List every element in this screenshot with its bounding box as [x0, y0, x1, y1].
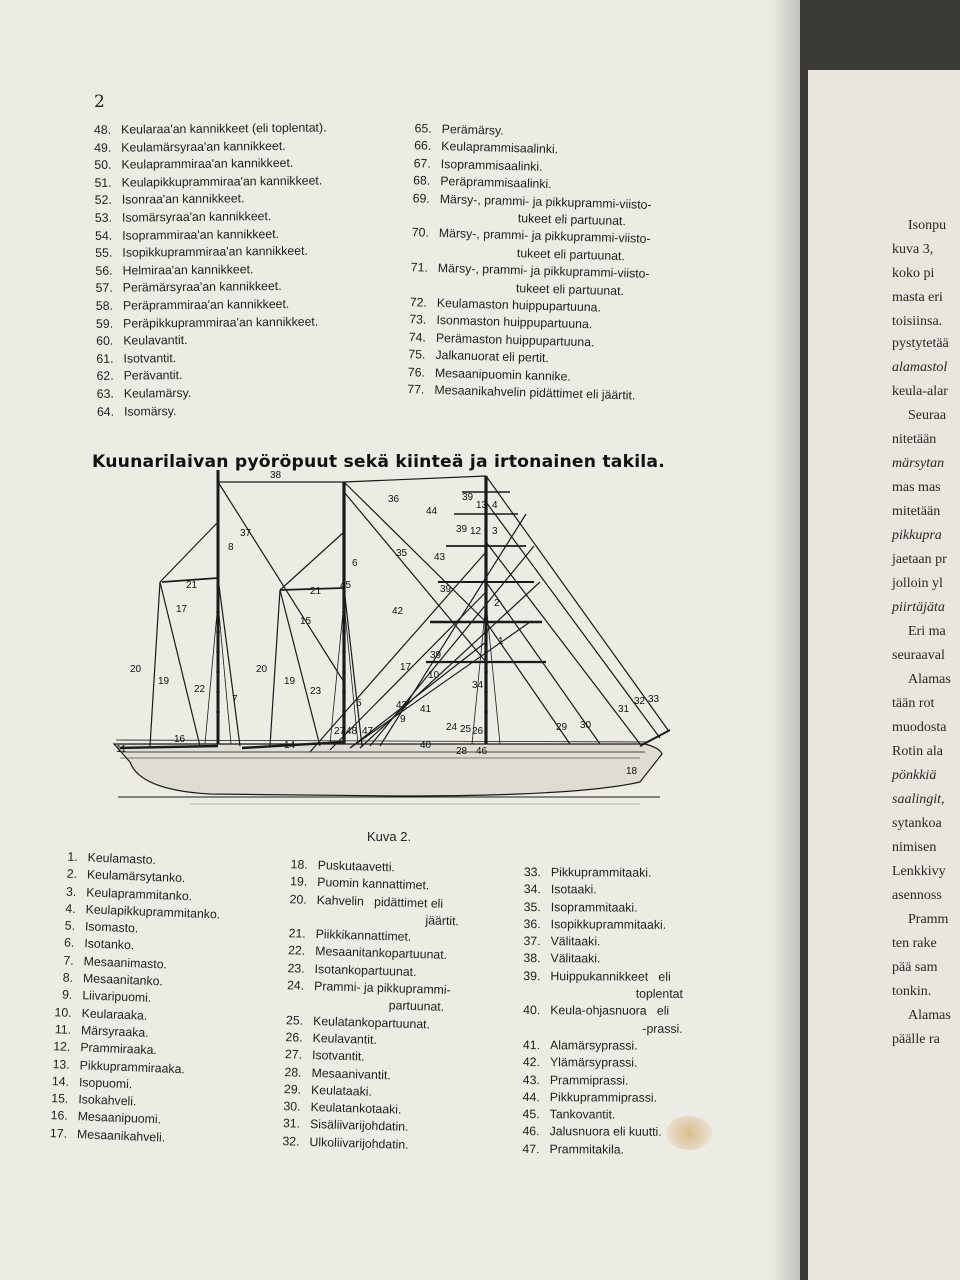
legend-item-number: 76. [407, 364, 426, 380]
legend-item-text: Keulamaston huippupartuuna. [436, 295, 602, 315]
legend-item [514, 1106, 683, 1124]
legend-item-text: Puskutaavetti. [317, 858, 396, 875]
diagram-label: 36 [388, 494, 400, 505]
legend-item-number [401, 277, 427, 295]
diagram-label: 29 [556, 722, 568, 733]
legend-item-text: tukeet eli partuunat. [439, 209, 627, 229]
legend-item [515, 933, 684, 951]
legend-item-text: Helmiraa'an kannikkeet. [122, 261, 254, 278]
legend-item [88, 401, 330, 421]
diagram-label: 19 [158, 676, 170, 687]
diagram-label: 3 [492, 526, 498, 537]
right-page-line: pönkkiä [892, 768, 937, 783]
legend-item [514, 968, 683, 986]
legend-item-number: 39. [523, 968, 541, 983]
legend-item-text: Mesaanimasto. [83, 954, 168, 972]
right-page-line: nimisen [892, 840, 937, 855]
right-page-line: Alamas [908, 672, 951, 687]
legend-item-number: 10. [54, 1004, 72, 1020]
legend-item-number: 34. [523, 882, 541, 897]
right-page-line: Rotin ala [892, 744, 943, 759]
legend-item-text: Pikkuprammiprassi. [549, 1090, 658, 1105]
legend-item-number: 55. [95, 245, 113, 261]
legend-item-text: Keulaprammisaalinki. [441, 139, 559, 157]
legend-item-number: 13. [52, 1056, 70, 1072]
legend-item-number: 59. [95, 316, 114, 331]
legend-item-text: Prammi- ja pikkuprammi- [313, 979, 451, 998]
right-page-line: tonkin. [892, 984, 932, 999]
diagram-label: 38 [270, 470, 282, 481]
schooner-diagram [100, 462, 680, 812]
legend-item-text: -prassi. [550, 1020, 683, 1036]
legend-item-number: 36. [523, 916, 541, 932]
legend-item-number [402, 242, 428, 260]
right-page-line: mitetään [892, 504, 941, 519]
legend-item [515, 916, 684, 934]
legend-item-text: Isoprammisaalinki. [440, 156, 543, 174]
legend-item-text: Tankovantit. [549, 1107, 616, 1122]
diagram-label: 10 [428, 670, 440, 681]
legend-item-text: Keulavantit. [312, 1030, 378, 1047]
right-page-line: Eri ma [908, 624, 946, 639]
right-page-line: pää sam [892, 960, 938, 975]
legend-item [513, 1141, 682, 1159]
legend-item-text: Keulamasto. [87, 850, 157, 867]
legend-item-text: Keulapikkuprammiraa'an kannikkeet. [121, 173, 323, 190]
legend-item-number: 56. [95, 263, 113, 278]
legend-item-number: 71. [410, 260, 429, 275]
legend-item-number: 25. [285, 1012, 304, 1028]
legend-item-text: Keulapikkuprammitanko. [85, 902, 221, 922]
legend-item-number: 19. [289, 874, 308, 890]
legend-item-number: 6. [63, 936, 75, 951]
diagram-label: 4 [492, 500, 498, 511]
legend-item-number: 65. [414, 121, 432, 136]
legend-item-text: Peräpikkuprammiraa'an kannikkeet. [123, 314, 319, 331]
diagram-label: 24 [446, 722, 458, 733]
rigging-list-top-left [85, 119, 329, 421]
legend-item-number: 40. [523, 1003, 541, 1018]
diagram-label: 26 [472, 726, 484, 737]
page-number: 2 [94, 92, 105, 112]
diagram-label: 22 [194, 684, 206, 695]
right-page-line: mas mas [892, 480, 941, 495]
diagram-label: 42 [392, 606, 404, 617]
legend-item-number: 12. [53, 1039, 71, 1055]
legend-item-number: 28. [284, 1064, 302, 1080]
legend-item-number: 33. [523, 865, 541, 880]
legend-item-text: Mesaanikahveli. [76, 1126, 166, 1145]
legend-item-text: Isopuomi. [78, 1075, 133, 1092]
legend-column-3 [513, 864, 683, 1159]
legend-item-number: 60. [96, 333, 114, 349]
legend-item-text: Keulamärsyraa'an kannikkeet. [121, 138, 286, 155]
legend-item-text: Keulavantit. [123, 333, 188, 348]
legend-item-number: 27. [284, 1047, 303, 1062]
legend-item-text: Peräprammiraa'an kannikkeet. [122, 296, 290, 313]
legend-item [514, 950, 683, 968]
legend-item-number: 35. [523, 899, 541, 914]
legend-item-text: Märsyraaka. [80, 1023, 149, 1040]
rigging-list-top-right [398, 120, 653, 405]
legend-item-number: 9. [61, 987, 73, 1003]
legend-item-number: 70. [411, 225, 430, 241]
diagram-label: 42 [396, 700, 408, 711]
legend-item-text: Perämärsy. [441, 122, 504, 138]
diagram-label: 21 [310, 586, 322, 597]
legend-item-number: 73. [409, 312, 427, 328]
right-page-line: Isonpu [908, 218, 947, 233]
legend-item-number: 77. [407, 382, 425, 397]
legend-item-number: 15. [51, 1091, 69, 1106]
diagram-label: 6 [352, 558, 358, 569]
figure-title: Kuunarilaivan pyöröpuut sekä kiinteä ja irtonainen takila. [92, 452, 665, 472]
legend-item-number: 45. [522, 1107, 540, 1122]
legend-item-text: Isonraa'an kannikkeet. [121, 191, 245, 207]
legend-item-number [277, 994, 304, 1012]
legend-item-text: Kahvelin pidättimet eli [316, 892, 444, 911]
diagram-label: 44 [426, 506, 438, 517]
legend-item-text: Perämärsyraa'an kannikkeet. [122, 279, 282, 295]
right-page [808, 70, 960, 1280]
legend-item-text: partuunat. [313, 996, 445, 1015]
diagram-label: 37 [240, 528, 252, 539]
diagram-label: 46 [476, 746, 488, 757]
right-page-line: seuraaval [892, 648, 945, 663]
legend-item-number [514, 1020, 540, 1037]
right-page-line: päälle ra [892, 1032, 940, 1047]
legend-item-number: 7. [63, 953, 74, 968]
diagram-label: 8 [228, 542, 234, 553]
legend-item-text: Huippukannikkeet eli [550, 968, 671, 984]
legend-item-number: 21. [288, 926, 306, 941]
legend-item-text: Märsy-, prammi- ja pikkuprammi-viisto- [438, 226, 651, 247]
right-page-line: tään rot [892, 696, 935, 711]
legend-item-number: 30. [283, 1099, 301, 1114]
diagram-label: 23 [310, 686, 322, 697]
legend-item-text: Prammiprassi. [549, 1072, 629, 1088]
right-page-line: piirtäjäta [892, 600, 945, 615]
right-page-line: muodosta [892, 720, 947, 735]
legend-item-number: 57. [95, 281, 113, 296]
right-page-line: saalingit, [892, 792, 945, 807]
diagram-label: 14 [284, 740, 296, 751]
legend-item-number [403, 207, 429, 225]
right-page-line: kuva 3, [892, 242, 934, 257]
legend-item [514, 1089, 683, 1107]
legend-item-number: 42. [522, 1055, 540, 1070]
legend-item-number: 24. [286, 978, 305, 993]
diagram-label: 15 [300, 616, 312, 627]
legend-item-text: Isotanko. [84, 936, 135, 953]
legend-item-number: 2. [66, 866, 78, 882]
diagram-label: 32 [634, 696, 646, 707]
legend-item-text: Ylämärsyprassi. [549, 1055, 638, 1070]
legend-item-text: Keulatankopartuunat. [312, 1013, 431, 1032]
diagram-label: 16 [174, 734, 186, 745]
legend-item-number [514, 985, 540, 1002]
right-page-line: Lenkkivy [892, 864, 946, 879]
legend-item-number: 23. [287, 960, 305, 976]
legend-item-number: 72. [409, 295, 428, 310]
legend-item-number: 31. [282, 1116, 301, 1132]
right-page-line: asennoss [892, 888, 942, 903]
diagram-label: 30 [580, 720, 592, 731]
right-page-line: Pramm [908, 912, 949, 927]
diagram-label: 20 [256, 664, 268, 675]
legend-item-text: Isomasto. [84, 919, 139, 936]
diagram-label: 33 [648, 694, 660, 705]
legend-item [515, 864, 684, 882]
legend-item-number: 51. [94, 175, 112, 190]
legend-item-text: Keulataaki. [310, 1082, 373, 1099]
legend-item [514, 985, 683, 1003]
legend-item-text: Isotvantit. [311, 1048, 365, 1064]
legend-item-number: 69. [412, 190, 431, 206]
legend-item-number: 4. [65, 901, 76, 916]
right-page-line: märsytan [892, 456, 945, 471]
right-page-line: Alamas [908, 1008, 951, 1023]
right-page-line: alamastol [892, 360, 948, 375]
legend-item-number: 26. [285, 1030, 303, 1045]
legend-item-number: 62. [96, 369, 114, 384]
diagram-label: 21 [186, 580, 198, 591]
figure-caption: Kuva 2. [367, 829, 412, 844]
diagram-label: 31 [618, 704, 630, 715]
legend-item-number: 37. [523, 934, 541, 949]
legend-item-number: 8. [62, 970, 74, 985]
legend-item-number: 47. [522, 1141, 540, 1156]
legend-item-text: Isopikkuprammiraa'an kannikkeet. [122, 243, 308, 260]
legend-item-text: Mesaanipuomi. [77, 1109, 162, 1127]
diagram-label: 45 [340, 580, 352, 591]
legend-item [515, 899, 684, 917]
diagram-label: 28 [456, 746, 468, 757]
legend-column-1 [41, 848, 223, 1148]
diagram-label: 12 [470, 526, 482, 537]
legend-item-text: Perämaston huippupartuuna. [435, 330, 595, 350]
legend-item-number: 41. [522, 1038, 541, 1053]
legend-item-text: Märsy-, prammi- ja pikkuprammi-viisto- [439, 191, 652, 212]
legend-item [514, 1002, 683, 1020]
legend-item-text: Jalusnuora eli kuutti. [549, 1124, 662, 1140]
legend-item-number: 14. [51, 1074, 70, 1089]
legend-item-number: 75. [408, 347, 426, 362]
diagram-label: 40 [420, 740, 432, 751]
legend-item-text: Välitaaki. [550, 951, 601, 966]
legend-item-number: 49. [94, 140, 112, 155]
legend-item-text: tukeet eli partuunat. [438, 243, 626, 264]
right-page-line: masta eri [892, 290, 943, 305]
legend-item-number: 58. [95, 298, 113, 313]
legend-item-text: Pikkuprammitaaki. [550, 865, 652, 880]
legend-item-number: 53. [94, 210, 113, 225]
diagram-label: 7 [232, 694, 238, 705]
legend-item-text: Isomärsyraa'an kannikkeet. [121, 209, 272, 225]
diagram-label: 5 [356, 698, 362, 709]
legend-item-number: 64. [96, 404, 115, 419]
legend-item [514, 1123, 683, 1141]
legend-item-text: Keulamärsytanko. [86, 867, 186, 886]
legend-item-number: 61. [96, 351, 114, 366]
legend-item-text: Liivaripuomi. [82, 988, 152, 1006]
legend-item-text: Mesaanivantit. [311, 1065, 392, 1082]
legend-item-number: 11. [54, 1022, 72, 1037]
legend-item-number: 38. [523, 951, 541, 966]
diagram-label: 13 [476, 500, 488, 511]
diagram-label: 41 [420, 704, 432, 715]
legend-item-number: 67. [413, 156, 431, 171]
legend-item-number: 63. [96, 386, 114, 401]
legend-item [514, 1072, 683, 1090]
legend-item-text: Isotankopartuunat. [314, 961, 417, 979]
legend-item-number: 18. [290, 857, 308, 872]
right-page-line: pikkupra [892, 528, 942, 543]
legend-item-number: 68. [413, 173, 431, 188]
legend-item-number [280, 908, 307, 926]
paper-stain [666, 1116, 712, 1150]
legend-item-text: Isoprammiraa'an kannikkeet. [122, 226, 280, 243]
legend-item-text: Prammiraaka. [80, 1040, 158, 1058]
diagram-label: 43 [434, 552, 446, 563]
legend-item-number: 5. [64, 918, 76, 934]
diagram-label: 19 [284, 676, 296, 687]
legend-item-number: 32. [282, 1133, 300, 1149]
legend-item-text: Prammitakila. [549, 1141, 625, 1157]
legend-item-text: Keulaprammiraa'an kannikkeet. [121, 156, 294, 172]
legend-item-text: Mesaanipuomin kannike. [434, 365, 572, 384]
legend-item-text: Isotvantit. [123, 350, 177, 366]
legend-item-text: toplentat [550, 986, 683, 1001]
right-page-line: Seuraa [908, 408, 947, 423]
legend-item-number: 52. [94, 193, 112, 208]
legend-item-text: Keulamärsy. [123, 385, 192, 401]
diagram-label: 1 [498, 636, 504, 647]
diagram-label: 25 [460, 724, 472, 735]
right-page-line: koko pi [892, 266, 935, 281]
legend-item-text: Keulaprammitanko. [86, 884, 193, 904]
legend-item-text: Jalkanuorat eli pertit. [435, 348, 550, 366]
legend-item-text: Perävantit. [123, 368, 183, 383]
legend-item-number: 74. [408, 330, 427, 345]
diagram-label: 9 [400, 714, 406, 725]
legend-item-text: Märsy-, prammi- ja pikkuprammi-viisto- [437, 261, 650, 282]
legend-item-text: Isomärsy. [123, 403, 177, 419]
legend-item-number: 50. [94, 157, 112, 173]
legend-item-text: Ulkoliivarijohdatin. [309, 1134, 409, 1152]
legend-item-text: Mesaanikahvelin pidättimet eli jäärtit. [434, 382, 636, 403]
legend-item-text: Alamärsyprassi. [550, 1038, 638, 1053]
right-page-line: jaetaan pr [892, 552, 947, 567]
right-page-line: jolloin yl [892, 576, 943, 591]
legend-item-text: Mesaanitanko. [82, 971, 164, 989]
legend-item-text: Isopikkuprammitaaki. [550, 917, 667, 932]
legend-item-text: Piikkikannattimet. [315, 927, 412, 945]
legend-item-text: jäärtit. [315, 909, 460, 929]
legend-item-text: Pikkuprammiraaka. [79, 1057, 186, 1076]
diagram-label: 11 [116, 744, 127, 755]
legend-item-text: Isotaaki. [550, 882, 597, 897]
legend-item-number: 20. [289, 891, 307, 907]
legend-item-text: Isonmaston huippupartuuna. [436, 313, 593, 332]
legend-item-text: Peräprammisaalinki. [440, 174, 552, 192]
legend-item-number: 46. [522, 1124, 540, 1139]
legend-item-number: 16. [50, 1108, 68, 1124]
legend-item-text: Keulatankotaaki. [310, 1100, 402, 1117]
legend-item-text: Mesaanitankopartuunat. [314, 944, 448, 963]
right-page-line: sytankoa [892, 816, 942, 831]
legend-item-number: 43. [522, 1072, 540, 1087]
diagram-label: 39 [462, 492, 474, 503]
legend-item-text: Isokahveli. [78, 1092, 137, 1109]
legend-item [514, 1020, 683, 1038]
legend-item-text: Keula-ohjasnuora eli [550, 1003, 670, 1019]
legend-item-text: Keularaaka. [81, 1005, 148, 1023]
diagram-label: 48 [346, 726, 358, 737]
legend-item-text: Keularaa'an kannikkeet (eli toplentat). [121, 120, 327, 137]
legend-item-number: 44. [522, 1089, 540, 1104]
legend-item-number: 54. [95, 228, 113, 243]
legend-item [514, 1037, 683, 1055]
diagram-label: 2 [494, 598, 500, 609]
diagram-label: 47 [362, 726, 374, 737]
diagram-label: 34 [472, 680, 484, 691]
legend-item [515, 881, 684, 899]
right-page-line: ten rake [892, 936, 937, 951]
legend-item-number: 1. [67, 849, 78, 864]
legend-item [514, 1054, 683, 1072]
right-page-line: pystytetää [892, 336, 949, 351]
diagram-label: 17 [176, 604, 188, 615]
diagram-label: 20 [130, 664, 142, 675]
diagram-label: 27 [334, 726, 346, 737]
legend-item-number: 48. [93, 122, 112, 137]
diagram-label: 18 [626, 766, 638, 777]
legend-item-number: 22. [287, 943, 306, 959]
right-page-line: nitetään [892, 432, 937, 447]
diagram-label: 17 [400, 662, 412, 673]
legend-item-number: 17. [49, 1125, 68, 1141]
legend-item-text: tukeet eli partuunat. [437, 278, 625, 298]
legend-column-2 [273, 856, 460, 1155]
diagram-label: 39 [440, 584, 452, 595]
legend-item-number: 29. [283, 1082, 302, 1097]
legend-item-number: 66. [413, 138, 432, 154]
legend-item-text: Sisäliivarijohdatin. [309, 1117, 409, 1135]
diagram-label: 35 [396, 548, 408, 559]
legend-item-number: 3. [65, 884, 77, 899]
legend-item-text: Isoprammitaaki. [550, 899, 638, 915]
legend-item-text: Välitaaki. [550, 934, 601, 949]
diagram-label: 39 [430, 650, 442, 661]
diagram-label: 39 [456, 524, 468, 535]
right-page-line: keula-alar [892, 384, 948, 399]
legend-item-text: Puomin kannattimet. [317, 875, 430, 893]
right-page-line: toisiinsa. [892, 314, 943, 329]
